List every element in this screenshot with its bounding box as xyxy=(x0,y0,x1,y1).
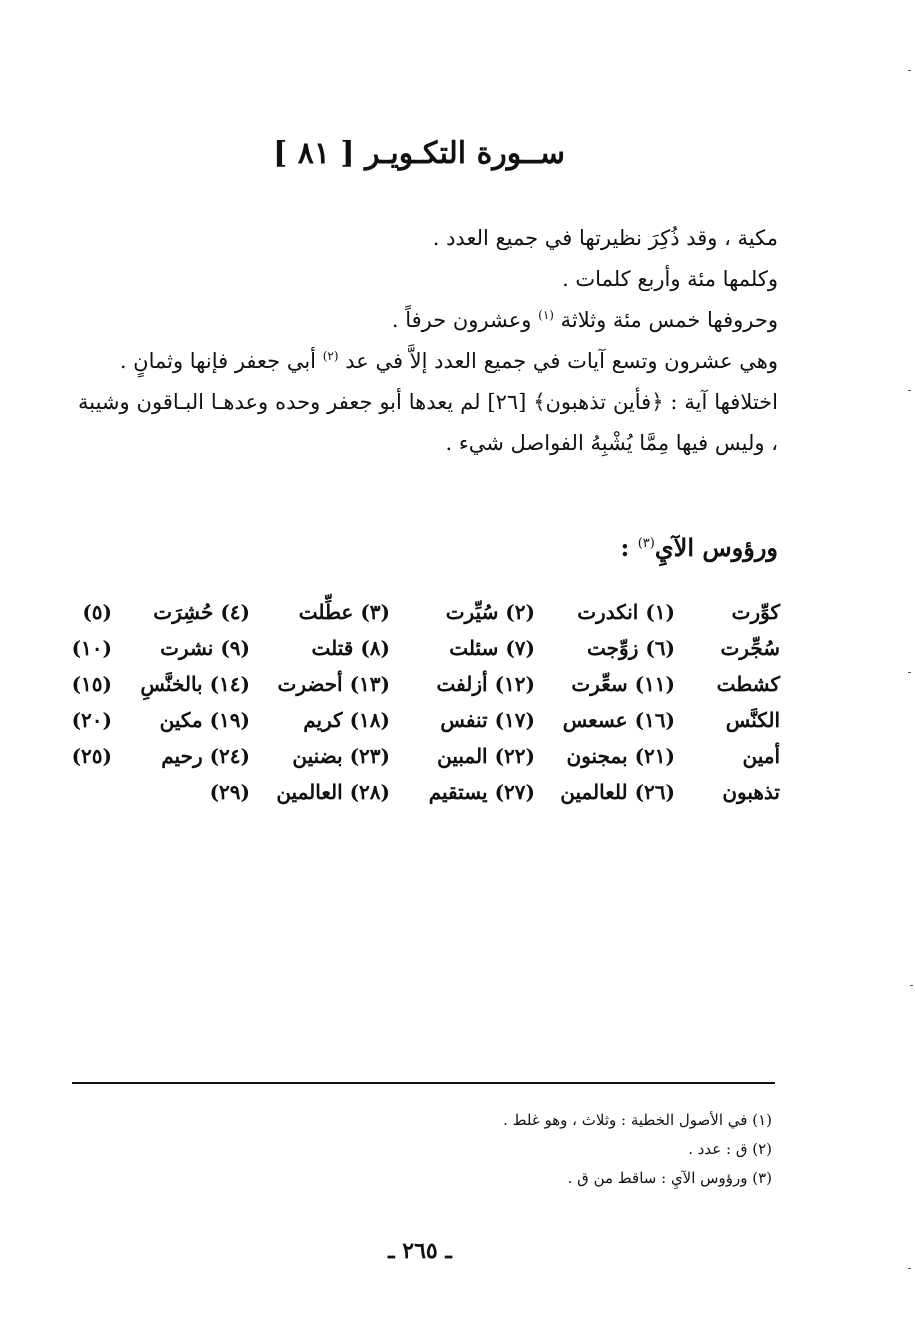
intro-line-2-text: وكلمها مئة وأربع كلمات . xyxy=(562,267,778,291)
surah-title: ســورة التكـويـر [ ٨١ ] xyxy=(273,136,565,171)
verse-endings-table xyxy=(71,594,780,810)
verse-cell: (١٧) تنفس xyxy=(440,708,535,732)
verse-row xyxy=(80,594,780,630)
intro-line-4-text-b: أبي جعفر فإنها وثمانٍ . xyxy=(119,349,317,373)
intro-line-letters xyxy=(78,300,778,341)
verse-cell: (٣) عطِّلت xyxy=(298,600,390,624)
intro-line-revelation xyxy=(78,218,778,259)
intro-line-verses xyxy=(78,341,778,382)
verse-cell: (٢١) بمجنون xyxy=(566,744,675,768)
verse-cell: (٧) سئلت xyxy=(449,636,535,660)
verse-heads-colon: : xyxy=(620,533,630,562)
verse-cell: (٢٩) xyxy=(209,780,250,804)
verse-cell: أمين xyxy=(742,744,780,768)
page-number: ـ ٢٦٥ ـ xyxy=(388,1238,452,1264)
intro-line-differences: اختلافها آية : ﴿فأين تذهبون﴾ [٢٦] لم يعدها أبو جعفر وحده وعدهـا البـاقون وشيبة ، وليس فيها مِمَّا يُشْبِهُ الفواصل شيء . xyxy=(78,390,778,455)
scan-edge-mark xyxy=(908,672,911,673)
intro-line-words xyxy=(78,259,778,300)
footnote-ref-1: (١) xyxy=(538,308,554,322)
verse-cell: (٨) قتلت xyxy=(311,636,390,660)
footnote-item: (٢) ق : عدد . xyxy=(688,1140,772,1158)
surah-introduction xyxy=(78,218,778,464)
verse-row xyxy=(71,738,780,774)
verse-cell: (٢) سُيِّرت xyxy=(445,600,535,624)
footnote-item: (٣) ورؤوس الآيِ : ساقط من ق . xyxy=(567,1169,772,1187)
verse-cell: (٢٤) رحيم xyxy=(161,744,250,768)
verse-row xyxy=(71,702,780,738)
verse-cell: (١٨) كريم xyxy=(303,708,390,732)
verse-cell: (١٤) بالخنَّسِ xyxy=(140,672,250,696)
scan-edge-mark xyxy=(908,70,911,71)
verse-cell: (٢٣) بضنين xyxy=(292,744,390,768)
verse-cell: (٢٨) العالمين xyxy=(276,780,390,804)
footnotes xyxy=(400,1106,772,1193)
verse-row xyxy=(71,630,780,666)
verse-cell: (٢٧) يستقيم xyxy=(428,780,535,804)
verse-cell: تذهبون xyxy=(722,780,780,804)
verse-cell: (٢٢) المبين xyxy=(437,744,535,768)
verse-cell: (١٣) أحضرت xyxy=(277,672,390,696)
verse-row xyxy=(71,666,780,702)
verse-cell: الكنَّس xyxy=(725,708,780,732)
intro-line-3-text-a: وحروفها خمس مئة وثلاثة xyxy=(560,308,778,332)
verse-row xyxy=(80,774,780,810)
footnote-ref-3: (٣) xyxy=(637,536,655,551)
verse-cell: (١٢) أزلفت xyxy=(436,672,535,696)
footnote-divider xyxy=(72,1082,775,1084)
verse-cell: (١٦) عسعس xyxy=(562,708,675,732)
footnote-item: (١) في الأصول الخطية : وثلاث ، وهو غلط . xyxy=(503,1111,772,1129)
verse-cell: (٦) زوِّجت xyxy=(587,636,675,660)
scan-edge-mark xyxy=(908,1268,911,1269)
verse-cell: (٢٦) للعالمين xyxy=(560,780,675,804)
verse-cell: (٢٠) xyxy=(71,708,112,732)
verse-cell: كوِّرت xyxy=(731,600,780,624)
verse-cell: (٥) xyxy=(82,600,112,624)
intro-line-1-text: مكية ، وقد ذُكِرَ نظيرتها في جميع العدد . xyxy=(432,226,778,250)
verse-heads-heading xyxy=(560,528,778,568)
verse-cell: (٤) حُشِرَت xyxy=(153,600,250,624)
footnote-ref-2: (٢) xyxy=(322,349,339,363)
verse-cell: (١٩) مكين xyxy=(159,708,250,732)
verse-cell: كشطت xyxy=(716,672,780,696)
verse-cell: سُجِّرت xyxy=(720,636,780,660)
verse-cell: (١١) سعِّرت xyxy=(571,672,675,696)
scan-edge-mark xyxy=(908,390,911,391)
verse-cell: (١٠) xyxy=(71,636,112,660)
intro-line-3-text-b: وعشرون حرفاً . xyxy=(391,308,532,332)
verse-cell xyxy=(52,774,112,810)
verse-cell: (١) انكدرت xyxy=(577,600,675,624)
scan-edge-mark xyxy=(910,985,913,986)
verse-heads-heading-text: ورؤوس الآيِ xyxy=(654,533,778,562)
verse-cell: (٢٥) xyxy=(71,744,112,768)
verse-cell: (٩) نشرت xyxy=(160,636,250,660)
intro-line-4-text-a: وهي عشرون وتسع آيات في جميع العدد إلاَّ في عد xyxy=(345,349,778,373)
verse-cell: (١٥) xyxy=(71,672,112,696)
